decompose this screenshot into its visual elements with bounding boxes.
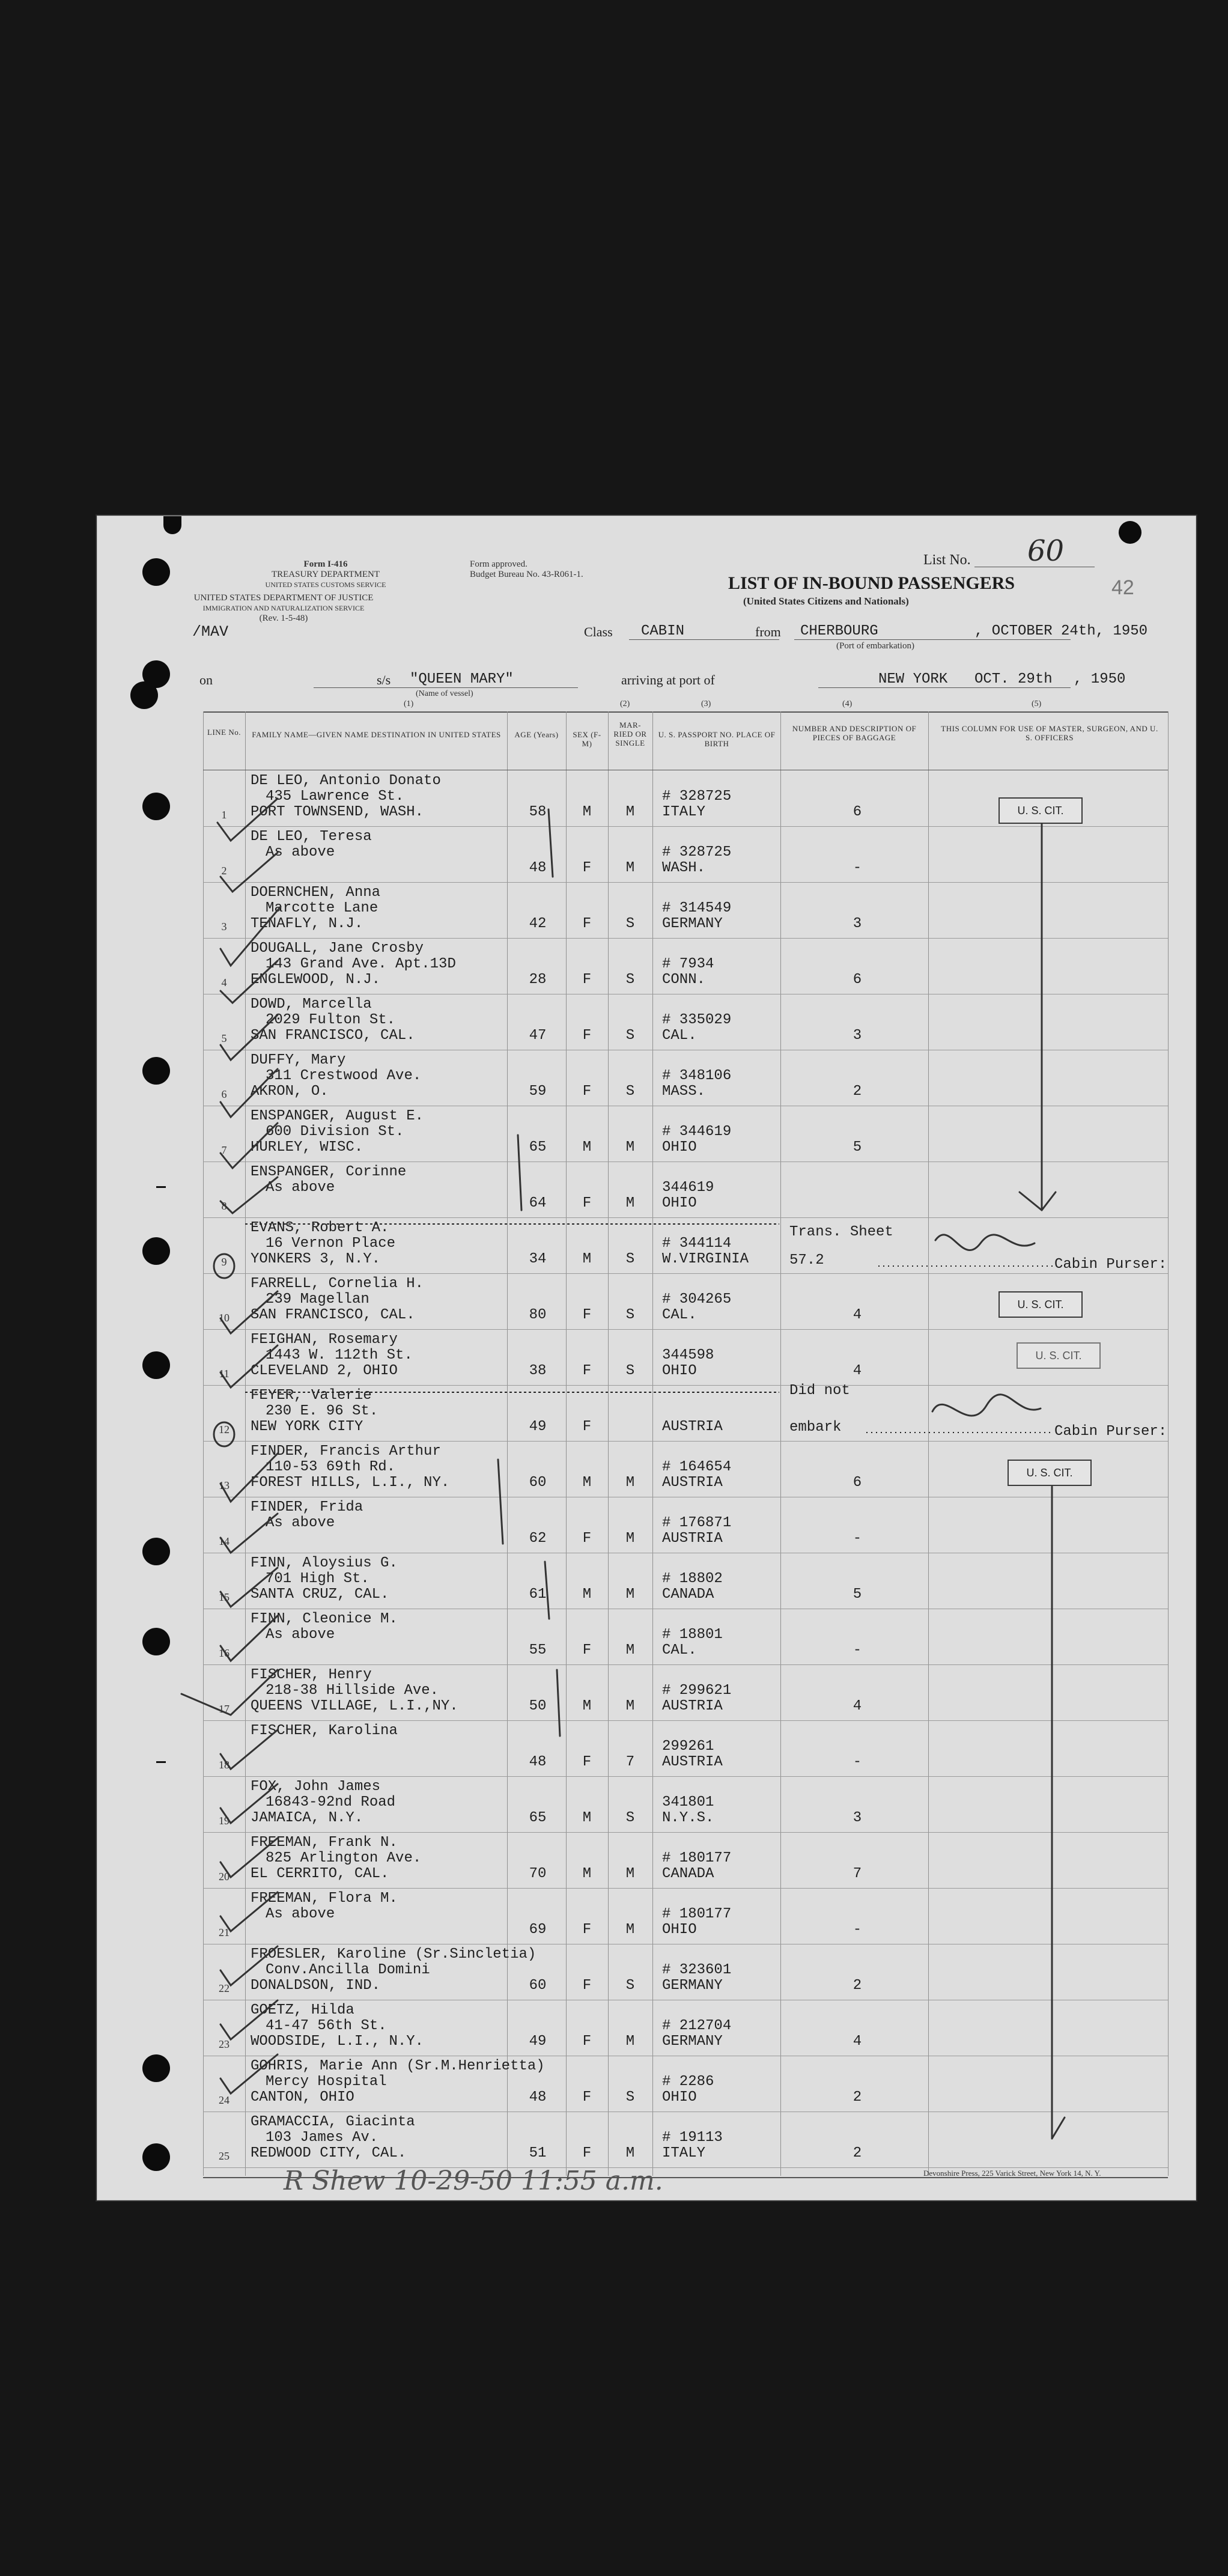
passenger-address: 435 Lawrence St. — [266, 788, 404, 805]
passenger-sex: F — [582, 2089, 592, 2106]
passenger-sex: F — [582, 1028, 592, 1044]
line-number: 9 — [221, 1256, 227, 1268]
dept-justice: UNITED STATES DEPARTMENT OF JUSTICE — [193, 593, 374, 603]
passenger-sex: F — [582, 916, 592, 932]
passenger-marital: S — [625, 972, 635, 988]
embark-date: , OCTOBER 24th, 1950 — [974, 623, 1148, 639]
passenger-sex: M — [582, 1251, 592, 1267]
passenger-sex: M — [582, 1810, 592, 1826]
vessel-name: "QUEEN MARY" — [410, 671, 514, 687]
passport-number: # 164654 — [662, 1459, 732, 1475]
passport-number: # 344619 — [662, 1124, 732, 1140]
passenger-marital: S — [625, 2089, 635, 2106]
passenger-sex: M — [582, 1866, 592, 1882]
baggage-count: 3 — [853, 916, 862, 932]
passenger-address: As above — [266, 1627, 335, 1643]
baggage-count: 3 — [853, 1810, 862, 1826]
baggage-count: - — [853, 1922, 862, 1938]
passenger-destination: YONKERS 3, N.Y. — [251, 1251, 381, 1267]
passenger-sex: M — [582, 1475, 592, 1491]
passenger-destination: SAN FRANCISCO, CAL. — [251, 1028, 415, 1044]
line-number: 12 — [219, 1423, 229, 1436]
passenger-address: 239 Magellan — [266, 1291, 369, 1308]
line-number: 22 — [219, 1982, 229, 1994]
passenger-sex: F — [582, 2033, 592, 2050]
col-num-4: (4) — [842, 699, 853, 708]
passenger-address: 701 High St. — [266, 1571, 369, 1587]
passport-number: # 299621 — [662, 1682, 732, 1699]
passenger-name: FINN, Cleonice M. — [251, 1611, 398, 1627]
passenger-name: DOERNCHEN, Anna — [251, 885, 381, 901]
passenger-marital: M — [625, 860, 635, 876]
place-of-birth: CANADA — [662, 1866, 714, 1882]
passenger-age: 65 — [529, 1139, 547, 1156]
passenger-address: 16843-92nd Road — [266, 1794, 396, 1810]
us-citizen-stamp: U. S. CIT. — [999, 1291, 1083, 1318]
passenger-marital: M — [625, 1866, 635, 1882]
passport-number: 344619 — [662, 1180, 714, 1196]
passenger-name: FREEMAN, Flora M. — [251, 1890, 398, 1907]
passenger-address: 16 Vernon Place — [266, 1235, 396, 1252]
passport-number: # 180177 — [662, 1850, 732, 1866]
passenger-age: 61 — [529, 1586, 547, 1603]
passenger-name: FISCHER, Henry — [251, 1667, 372, 1683]
passenger-marital: M — [625, 1698, 635, 1714]
passenger-address: Marcotte Lane — [266, 900, 378, 916]
passport-number: # 314549 — [662, 900, 732, 916]
line-number: 17 — [219, 1703, 229, 1715]
passenger-name: ENSPANGER, Corinne — [251, 1164, 407, 1180]
passenger-destination: NEW YORK CITY — [251, 1419, 363, 1435]
place-of-birth: CAL. — [662, 1307, 697, 1323]
arriving-label: arriving at port of — [621, 672, 715, 687]
embark-note: (Port of embarkation) — [836, 641, 914, 651]
line-number: 13 — [219, 1479, 229, 1491]
passenger-sex: F — [582, 2145, 592, 2161]
on-label: on — [199, 672, 213, 687]
list-no-label: List No. — [923, 552, 971, 568]
passenger-name: DOWD, Marcella — [251, 996, 372, 1012]
passenger-name: GOHRIS, Marie Ann (Sr.M.Henrietta) — [251, 2058, 545, 2074]
form-approved: Form approved. — [470, 559, 527, 569]
passenger-address: 218-38 Hillside Ave. — [266, 1682, 439, 1699]
passport-number: # 19113 — [662, 2130, 723, 2146]
passenger-sex: F — [582, 1083, 592, 1100]
passenger-sex: F — [582, 1978, 592, 1994]
page-title: LIST OF IN-BOUND PASSENGERS — [728, 573, 1015, 593]
passenger-sex: F — [582, 1530, 592, 1547]
passenger-address: 311 Crestwood Ave. — [266, 1068, 422, 1084]
passenger-marital: M — [625, 1139, 635, 1156]
passenger-age: 80 — [529, 1307, 547, 1323]
us-citizen-stamp: U. S. CIT. — [1008, 1460, 1092, 1486]
vessel-note: (Name of vessel) — [416, 689, 473, 698]
passport-number: # 323601 — [662, 1962, 732, 1978]
passenger-marital: M — [625, 1586, 635, 1603]
line-number: 16 — [219, 1647, 229, 1659]
place-of-birth: CAL. — [662, 1028, 697, 1044]
passenger-age: 42 — [529, 916, 547, 932]
from-label: from — [755, 624, 781, 639]
place-of-birth: ITALY — [662, 2145, 706, 2161]
passport-number: # 348106 — [662, 1068, 732, 1084]
passenger-name: GRAMACCIA, Giacinta — [251, 2114, 415, 2130]
passenger-age: 62 — [529, 1530, 547, 1547]
passenger-marital: M — [625, 804, 635, 820]
line-number: 18 — [219, 1759, 229, 1771]
passenger-age: 64 — [529, 1195, 547, 1211]
passenger-sex: F — [582, 1642, 592, 1658]
printer-credit: Devonshire Press, 225 Varick Street, New York 14, N. Y. — [923, 2169, 1101, 2178]
place-of-birth: OHIO — [662, 1363, 697, 1379]
passenger-marital: M — [625, 1530, 635, 1547]
line-number: 2 — [221, 865, 227, 877]
passenger-sex: F — [582, 1922, 592, 1938]
col-num-5: (5) — [1032, 699, 1042, 708]
passenger-marital: M — [625, 1922, 635, 1938]
place-of-birth: CANADA — [662, 1586, 714, 1603]
passenger-marital: S — [625, 916, 635, 932]
revision: (Rev. 1-5-48) — [259, 614, 308, 623]
line-number: 4 — [221, 976, 227, 988]
col-header-officers: THIS COLUMN FOR USE OF MASTER, SURGEON, AND U. S. OFFICERS — [941, 724, 1158, 742]
passenger-age: 49 — [529, 1419, 547, 1435]
place-of-birth: W.VIRGINIA — [662, 1251, 749, 1267]
place-of-birth: OHIO — [662, 1922, 697, 1938]
passenger-marital: S — [625, 1810, 635, 1826]
passport-number: # 18801 — [662, 1627, 723, 1643]
passport-number: # 2286 — [662, 2074, 714, 2090]
line-number: 10 — [219, 1312, 229, 1324]
line-number: 25 — [219, 2150, 229, 2162]
passenger-destination: SAN FRANCISCO, CAL. — [251, 1307, 415, 1323]
passenger-name: FOX, John James — [251, 1779, 381, 1795]
passenger-address: Conv.Ancilla Domini — [266, 1962, 430, 1978]
passenger-name: DE LEO, Antonio Donato — [251, 773, 441, 789]
clerk-initials: /MAV — [192, 623, 229, 641]
passenger-name: FINDER, Frida — [251, 1499, 363, 1515]
passenger-age: 48 — [529, 860, 547, 876]
col-header-baggage: NUMBER AND DESCRIPTION OF PIECES OF BAGGAGE — [792, 724, 917, 742]
passenger-marital: S — [625, 1307, 635, 1323]
passenger-destination: WOODSIDE, L.I., N.Y. — [251, 2033, 424, 2050]
baggage-count: 3 — [853, 1028, 862, 1044]
passenger-age: 55 — [529, 1642, 547, 1658]
line-number: 5 — [221, 1032, 227, 1044]
passenger-marital: M — [625, 2033, 635, 2050]
cabin-purser: Cabin Purser: — [1054, 1423, 1167, 1440]
baggage-count: 5 — [853, 1139, 862, 1156]
us-citizen-stamp: U. S. CIT. — [1017, 1342, 1101, 1369]
place-of-birth: AUSTRIA — [662, 1475, 723, 1491]
passenger-age: 70 — [529, 1866, 547, 1882]
passport-number: # 304265 — [662, 1291, 732, 1308]
passenger-destination: EL CERRITO, CAL. — [251, 1866, 389, 1882]
passenger-name: FARRELL, Cornelia H. — [251, 1276, 424, 1292]
passenger-address: 143 Grand Ave. Apt.13D — [266, 956, 456, 972]
place-of-birth: GERMANY — [662, 2033, 723, 2050]
passenger-sex: F — [582, 860, 592, 876]
line-number: 3 — [221, 921, 227, 933]
passenger-age: 69 — [529, 1922, 547, 1938]
passenger-sex: F — [582, 1195, 592, 1211]
passenger-age: 51 — [529, 2145, 547, 2161]
passenger-age: 38 — [529, 1363, 547, 1379]
place-of-birth: OHIO — [662, 1195, 697, 1211]
passenger-age: 59 — [529, 1083, 547, 1100]
passport-number: # 344114 — [662, 1235, 732, 1252]
dept-treasury-sub: UNITED STATES CUSTOMS SERVICE — [265, 580, 386, 589]
dept-treasury: TREASURY DEPARTMENT — [271, 570, 380, 579]
baggage-count: 4 — [853, 1307, 862, 1323]
us-citizen-stamp: U. S. CIT. — [999, 797, 1083, 824]
passenger-destination: DONALDSON, IND. — [251, 1978, 381, 1994]
place-of-birth: OHIO — [662, 1139, 697, 1156]
baggage-count: - — [853, 1642, 862, 1658]
page-number: 42 — [1111, 576, 1134, 599]
passport-number: # 212704 — [662, 2018, 732, 2034]
baggage-count: 6 — [853, 804, 862, 820]
col-header-line: LINE No. — [207, 728, 241, 737]
passenger-destination: CLEVELAND 2, OHIO — [251, 1363, 398, 1379]
passenger-address: 230 E. 96 St. — [266, 1403, 378, 1419]
baggage-count: 2 — [853, 2145, 862, 2161]
passenger-sex: M — [582, 1139, 592, 1156]
passenger-age: 48 — [529, 2089, 547, 2106]
baggage-count: 4 — [853, 1698, 862, 1714]
passport-number: # 180177 — [662, 1906, 732, 1922]
baggage-count: 4 — [853, 2033, 862, 2050]
passenger-name: DOUGALL, Jane Crosby — [251, 940, 424, 957]
passenger-marital: M — [625, 1642, 635, 1658]
dept-justice-sub: IMMIGRATION AND NATURALIZATION SERVICE — [202, 604, 365, 612]
list-no-value: 60 — [1027, 534, 1065, 568]
line-number: 23 — [219, 2038, 229, 2050]
passenger-destination: TENAFLY, N.J. — [251, 916, 363, 932]
cabin-purser: Cabin Purser: — [1054, 1256, 1167, 1273]
place-of-birth: WASH. — [662, 860, 706, 876]
place-of-birth: AUSTRIA — [662, 1698, 723, 1714]
embark-port: CHERBOURG — [800, 623, 878, 639]
vessel-prefix: s/s — [377, 672, 391, 687]
line-number: 7 — [221, 1144, 227, 1156]
officer-signature: R Shew 10-29-50 11:55 a.m. — [284, 2166, 663, 2196]
passenger-age: 65 — [529, 1810, 547, 1826]
arrival-date: OCT. 29th — [974, 671, 1053, 687]
place-of-birth: CONN. — [662, 972, 706, 988]
arrival-year: , 1950 — [1074, 671, 1126, 687]
passenger-address: As above — [266, 844, 335, 860]
passenger-name: FINDER, Francis Arthur — [251, 1443, 441, 1460]
trans-sheet: Trans. Sheet — [789, 1224, 893, 1240]
passenger-destination: JAMAICA, N.Y. — [251, 1810, 363, 1826]
col-num-2: (2) — [620, 699, 630, 708]
passenger-name: ENSPANGER, August E. — [251, 1108, 424, 1124]
passenger-sex: F — [582, 1363, 592, 1379]
passenger-sex: F — [582, 1754, 592, 1770]
passenger-address: 103 James Av. — [266, 2130, 378, 2146]
baggage-count: 2 — [853, 1978, 862, 1994]
place-of-birth: MASS. — [662, 1083, 706, 1100]
passenger-marital: S — [625, 1363, 635, 1379]
passenger-name: DE LEO, Teresa — [251, 829, 372, 845]
passenger-name: FINN, Aloysius G. — [251, 1555, 398, 1571]
passenger-destination: HURLEY, WISC. — [251, 1139, 363, 1156]
baggage-count: 5 — [853, 1586, 862, 1603]
class-label: Class — [584, 624, 613, 639]
passenger-destination: SANTA CRUZ, CAL. — [251, 1586, 389, 1603]
passenger-marital: S — [625, 1083, 635, 1100]
place-of-birth: ITALY — [662, 804, 706, 820]
baggage-count: - — [853, 1754, 862, 1770]
passenger-age: 49 — [529, 2033, 547, 2050]
passenger-name: EVANS, Robert A. — [251, 1220, 389, 1236]
line-number: 8 — [221, 1200, 227, 1212]
passenger-destination: ENGLEWOOD, N.J. — [251, 972, 381, 988]
passenger-marital: M — [625, 2145, 635, 2161]
passenger-destination: REDWOOD CITY, CAL. — [251, 2145, 407, 2161]
passenger-marital: M — [625, 1195, 635, 1211]
passport-number: 299261 — [662, 1738, 714, 1755]
passport-number: # 176871 — [662, 1515, 732, 1531]
baggage-count: 2 — [853, 1083, 862, 1100]
place-of-birth: N.Y.S. — [662, 1810, 714, 1826]
passenger-name: DUFFY, Mary — [251, 1052, 346, 1068]
manifest-sheet — [97, 516, 1196, 2200]
passport-number: # 328725 — [662, 788, 732, 805]
line-number: 14 — [219, 1535, 229, 1547]
place-of-birth: CAL. — [662, 1642, 697, 1658]
passport-number: # 335029 — [662, 1012, 732, 1028]
line-number: 21 — [219, 1926, 229, 1938]
passenger-marital: S — [625, 1978, 635, 1994]
trans-sheet-no: 57.2 — [789, 1252, 824, 1268]
passenger-destination: AKRON, O. — [251, 1083, 329, 1100]
baggage-count: 7 — [853, 1866, 862, 1882]
passenger-name: FREEMAN, Frank N. — [251, 1835, 398, 1851]
passenger-marital: M — [625, 1475, 635, 1491]
passenger-age: 47 — [529, 1028, 547, 1044]
col-header-sex: SEX (F-M) — [573, 730, 601, 748]
did-not: Did not — [789, 1383, 850, 1399]
passenger-name: FISCHER, Karolina — [251, 1723, 398, 1739]
handwritten-marks — [97, 516, 1196, 2200]
place-of-birth: OHIO — [662, 2089, 697, 2106]
form-number: Form I-416 — [303, 559, 348, 569]
passport-number: 344598 — [662, 1347, 714, 1363]
col-header-name: FAMILY NAME—GIVEN NAME DESTINATION IN UNITED STATES — [252, 730, 501, 739]
baggage-count: 4 — [853, 1363, 862, 1379]
passenger-sex: F — [582, 1419, 592, 1435]
passenger-age: 34 — [529, 1251, 547, 1267]
passenger-address: 1443 W. 112th St. — [266, 1347, 413, 1363]
passport-number: # 7934 — [662, 956, 714, 972]
baggage-count: 2 — [853, 2089, 862, 2106]
budget-bureau: Budget Bureau No. 43-R061-1. — [470, 570, 583, 579]
baggage-count: 6 — [853, 972, 862, 988]
line-number: 6 — [221, 1088, 227, 1100]
passenger-age: 58 — [529, 804, 547, 820]
page-subtitle: (United States Citizens and Nationals) — [743, 595, 909, 607]
col-header-married: MAR-RIED OR SINGLE — [613, 720, 647, 748]
line-number: 11 — [219, 1368, 229, 1380]
passenger-address: As above — [266, 1180, 335, 1196]
passenger-address: 825 Arlington Ave. — [266, 1850, 422, 1866]
passenger-destination: CANTON, OHIO — [251, 2089, 354, 2106]
passenger-address: 110-53 69th Rd. — [266, 1459, 396, 1475]
passenger-sex: F — [582, 972, 592, 988]
passport-number: # 328725 — [662, 844, 732, 860]
passenger-marital: S — [625, 1251, 635, 1267]
place-of-birth: AUSTRIA — [662, 1530, 723, 1547]
passenger-name: FEYER, Valerie — [251, 1387, 372, 1404]
passenger-name: FROESLER, Karoline (Sr.Sincletia) — [251, 1946, 536, 1962]
line-number: 20 — [219, 1871, 229, 1883]
passenger-age: 48 — [529, 1754, 547, 1770]
passenger-destination: PORT TOWNSEND, WASH. — [251, 804, 424, 820]
passport-number: # 18802 — [662, 1571, 723, 1587]
baggage-count: - — [853, 1530, 862, 1547]
place-of-birth: GERMANY — [662, 916, 723, 932]
passenger-age: 28 — [529, 972, 547, 988]
passenger-name: GOETZ, Hilda — [251, 2002, 354, 2018]
passenger-address: As above — [266, 1515, 335, 1531]
passenger-address: Mercy Hospital — [266, 2074, 387, 2090]
passenger-age: 50 — [529, 1698, 547, 1714]
arrival-port: NEW YORK — [878, 671, 948, 687]
line-number: 24 — [219, 2094, 229, 2106]
passenger-marital: 7 — [625, 1754, 635, 1770]
col-header-age: AGE (Years) — [514, 730, 559, 739]
baggage-count: 6 — [853, 1475, 862, 1491]
passenger-address: 600 Division St. — [266, 1124, 404, 1140]
line-number: 19 — [219, 1815, 229, 1827]
place-of-birth: GERMANY — [662, 1978, 723, 1994]
embark: embark — [789, 1419, 842, 1436]
passenger-address: 2029 Fulton St. — [266, 1012, 396, 1028]
class-value: CABIN — [641, 623, 685, 639]
passport-number: 341801 — [662, 1794, 714, 1810]
passenger-age: 60 — [529, 1475, 547, 1491]
passenger-sex: F — [582, 1307, 592, 1323]
passenger-sex: M — [582, 1586, 592, 1603]
passenger-age: 60 — [529, 1978, 547, 1994]
col-num-3: (3) — [701, 699, 711, 708]
col-header-passport: U. S. PASSPORT NO. PLACE OF BIRTH — [658, 730, 776, 748]
passenger-name: FEIGHAN, Rosemary — [251, 1332, 398, 1348]
baggage-count: - — [853, 860, 862, 876]
passenger-marital: S — [625, 1028, 635, 1044]
passenger-sex: M — [582, 804, 592, 820]
passenger-address: 41-47 56th St. — [266, 2018, 387, 2034]
passenger-address: As above — [266, 1906, 335, 1922]
line-number: 1 — [221, 809, 227, 821]
col-num-1: (1) — [404, 699, 414, 708]
place-of-birth: AUSTRIA — [662, 1754, 723, 1770]
passenger-destination: QUEENS VILLAGE, L.I.,NY. — [251, 1698, 458, 1714]
passenger-destination: FOREST HILLS, L.I., NY. — [251, 1475, 450, 1491]
passenger-sex: M — [582, 1698, 592, 1714]
line-number: 15 — [219, 1591, 229, 1603]
place-of-birth: AUSTRIA — [662, 1419, 723, 1435]
